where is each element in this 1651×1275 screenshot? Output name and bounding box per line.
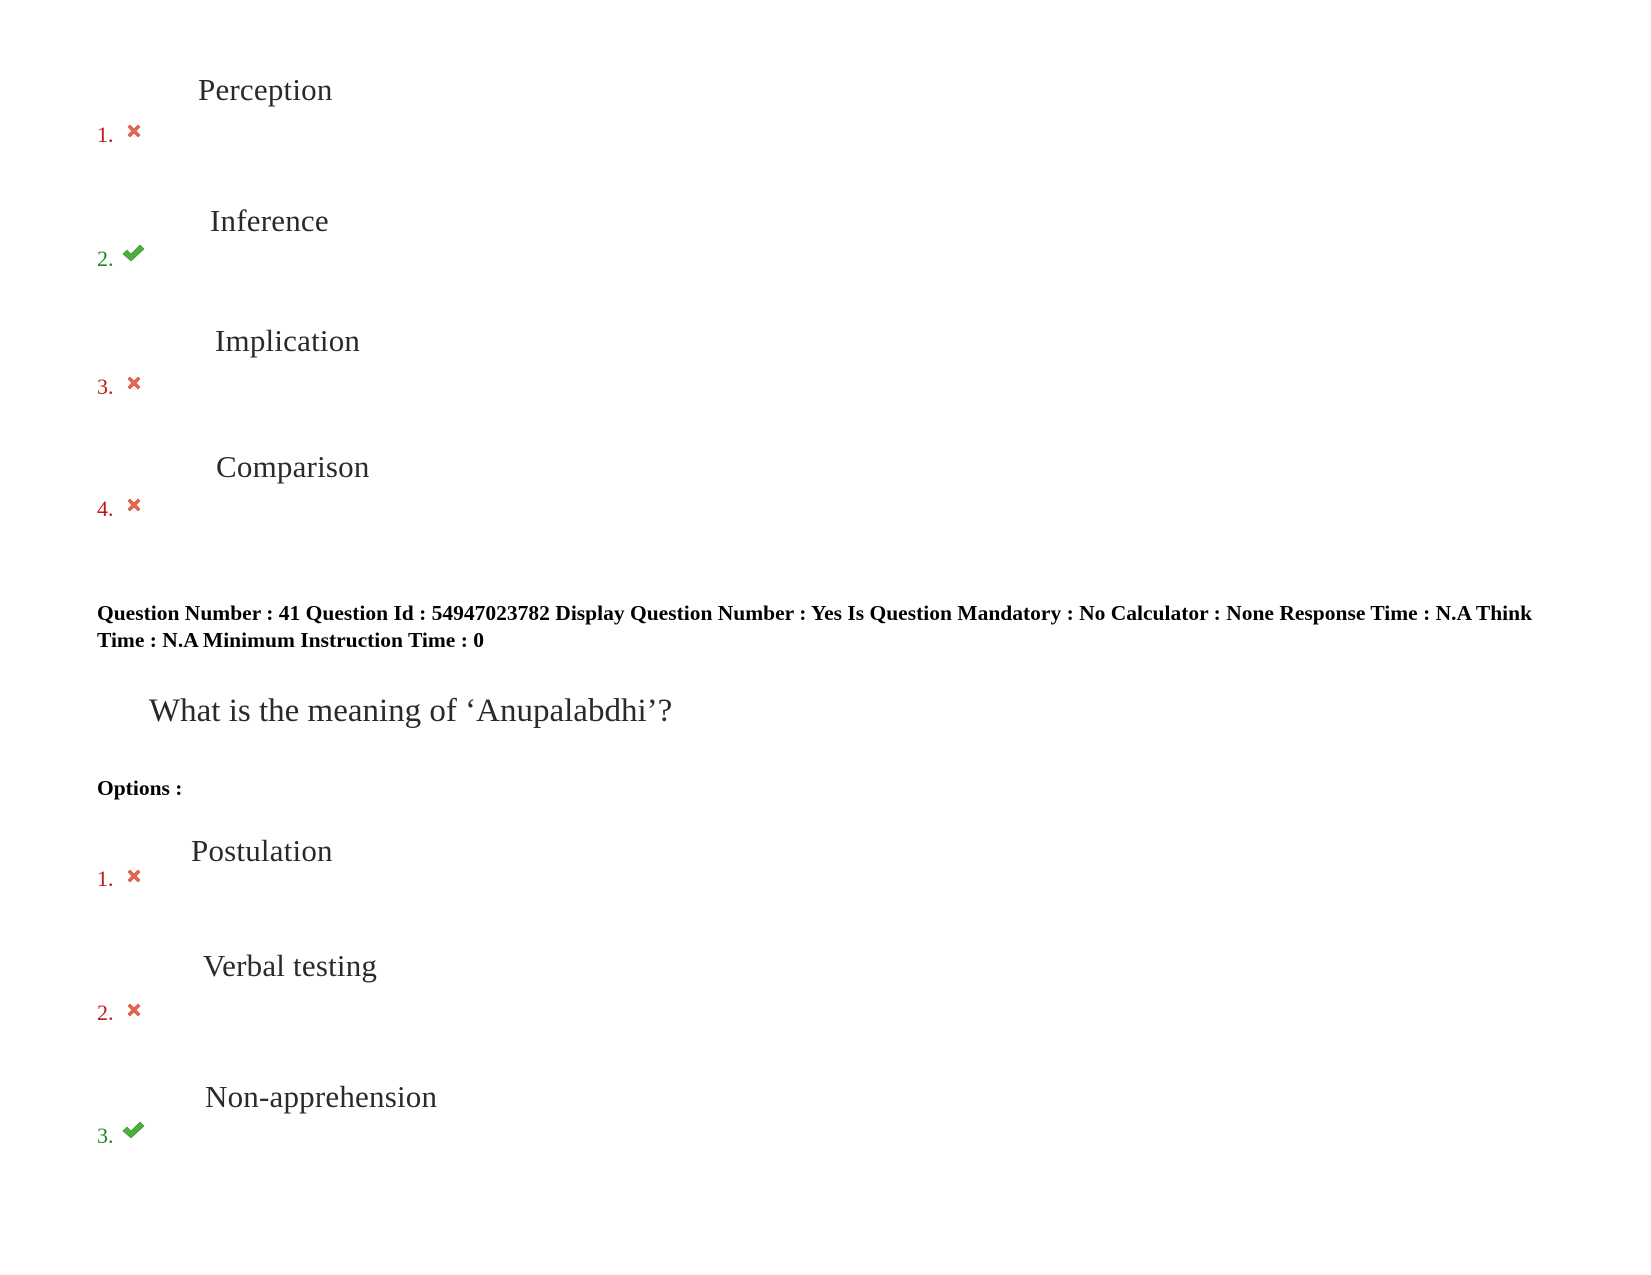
option-text: Non-apprehension (205, 1079, 438, 1114)
options-label: Options : (97, 776, 183, 800)
option-number: 3. (97, 1123, 114, 1148)
option-text: Inference (210, 203, 329, 238)
check-icon (121, 1120, 145, 1140)
cross-icon (125, 122, 143, 140)
option-number: 4. (97, 496, 114, 521)
option-text: Verbal testing (203, 948, 378, 983)
option-number: 1. (97, 122, 114, 147)
question-text: What is the meaning of ‘Anupalabdhi’? (149, 693, 673, 729)
cross-icon (125, 1001, 143, 1019)
option-number: 2. (97, 1000, 114, 1025)
option-text: Comparison (216, 449, 370, 484)
option-number: 2. (97, 246, 114, 271)
option-number: 3. (97, 374, 114, 399)
question-meta: Question Number : 41 Question Id : 54947023782 Display Question Number : Yes Is Question Mandatory : No Calculator : None Response Time : N.A Think Time : N.A Minimum Instruction Time : 0 (97, 601, 1533, 652)
option-text: Implication (215, 323, 361, 358)
option-text: Postulation (191, 833, 333, 868)
cross-icon (125, 374, 143, 392)
option-number: 1. (97, 866, 114, 891)
option-text: Perception (198, 72, 333, 107)
check-icon (121, 243, 145, 263)
cross-icon (125, 496, 143, 514)
cross-icon (125, 867, 143, 885)
